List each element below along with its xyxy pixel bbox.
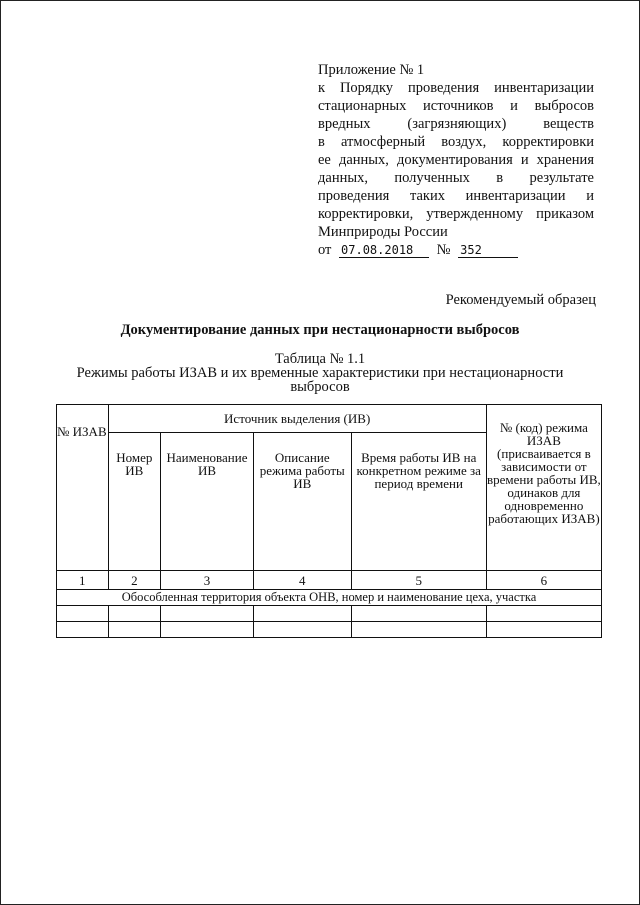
order-date: 07.08.2018	[339, 243, 429, 258]
table-cell	[351, 606, 486, 622]
header-operating-time: Время работы ИВ на конкретном режиме за период времени	[351, 433, 486, 571]
appendix-line: вредных (загрязняющих) веществ	[318, 116, 594, 132]
table-cell	[486, 622, 601, 638]
table-cell	[253, 606, 351, 622]
column-number: 6	[486, 571, 601, 590]
table-cell	[57, 622, 109, 638]
separator-row-text: Обособленная территория объекта ОНВ, номер и наименование цеха, участка	[57, 590, 602, 606]
table-caption	[44, 352, 596, 394]
appendix-line: в атмосферный воздух, корректировки	[318, 134, 594, 150]
column-number-row	[57, 571, 602, 590]
table-cell	[161, 606, 254, 622]
header-source-number: Номер ИВ	[108, 433, 161, 571]
appendix-line: ее данных, документирования и хранения	[318, 152, 594, 168]
column-number: 3	[161, 571, 254, 590]
column-number: 4	[253, 571, 351, 590]
order-number: 352	[458, 243, 518, 258]
table-cell	[161, 622, 254, 638]
header-source-group: Источник выделения (ИВ)	[108, 405, 486, 433]
appendix-line: Приложение № 1	[318, 62, 425, 78]
sample-label: Рекомендуемый образец	[445, 292, 596, 308]
modes-table	[56, 404, 602, 638]
appendix-line: стационарных источников и выбросов	[318, 98, 594, 114]
table-cell	[108, 622, 161, 638]
table-caption-line: выбросов	[290, 379, 350, 395]
header-mode-code: № (код) режима ИЗАВ (присваивается в зависимости от времени работы ИВ, одинаков для одновременно работающих ИЗАВ)	[486, 405, 601, 571]
table-cell	[351, 622, 486, 638]
order-number-sign: №	[436, 242, 451, 258]
table-caption-line: Режимы работы ИЗАВ и их временные характеристики при нестационарности	[76, 365, 564, 381]
table-header-row	[57, 405, 602, 433]
table-row	[57, 606, 602, 622]
order-prefix: от	[318, 242, 332, 258]
table-cell	[486, 606, 601, 622]
table-number: Таблица № 1.1	[274, 351, 366, 367]
appendix-line: Минприроды России	[318, 224, 448, 240]
document-title: Документирование данных при нестационарности выбросов	[120, 322, 520, 338]
appendix-line: проведения таких инвентаризации и	[318, 188, 594, 204]
appendix-block	[318, 61, 594, 259]
order-reference	[318, 241, 594, 259]
table-cell	[108, 606, 161, 622]
table-cell	[253, 622, 351, 638]
table-row	[57, 622, 602, 638]
header-mode-description: Описание режима работы ИВ	[253, 433, 351, 571]
appendix-line: к Порядку проведения инвентаризации	[318, 80, 594, 96]
column-number: 1	[57, 571, 109, 590]
column-number: 5	[351, 571, 486, 590]
separator-row	[57, 590, 602, 606]
table-cell	[57, 606, 109, 622]
header-izav-number: № ИЗАВ	[57, 405, 109, 571]
header-source-name: Наименование ИВ	[161, 433, 254, 571]
appendix-line: данных, полученных в результате	[318, 170, 594, 186]
appendix-line: корректировки, утвержденному приказом	[318, 206, 594, 222]
column-number: 2	[108, 571, 161, 590]
